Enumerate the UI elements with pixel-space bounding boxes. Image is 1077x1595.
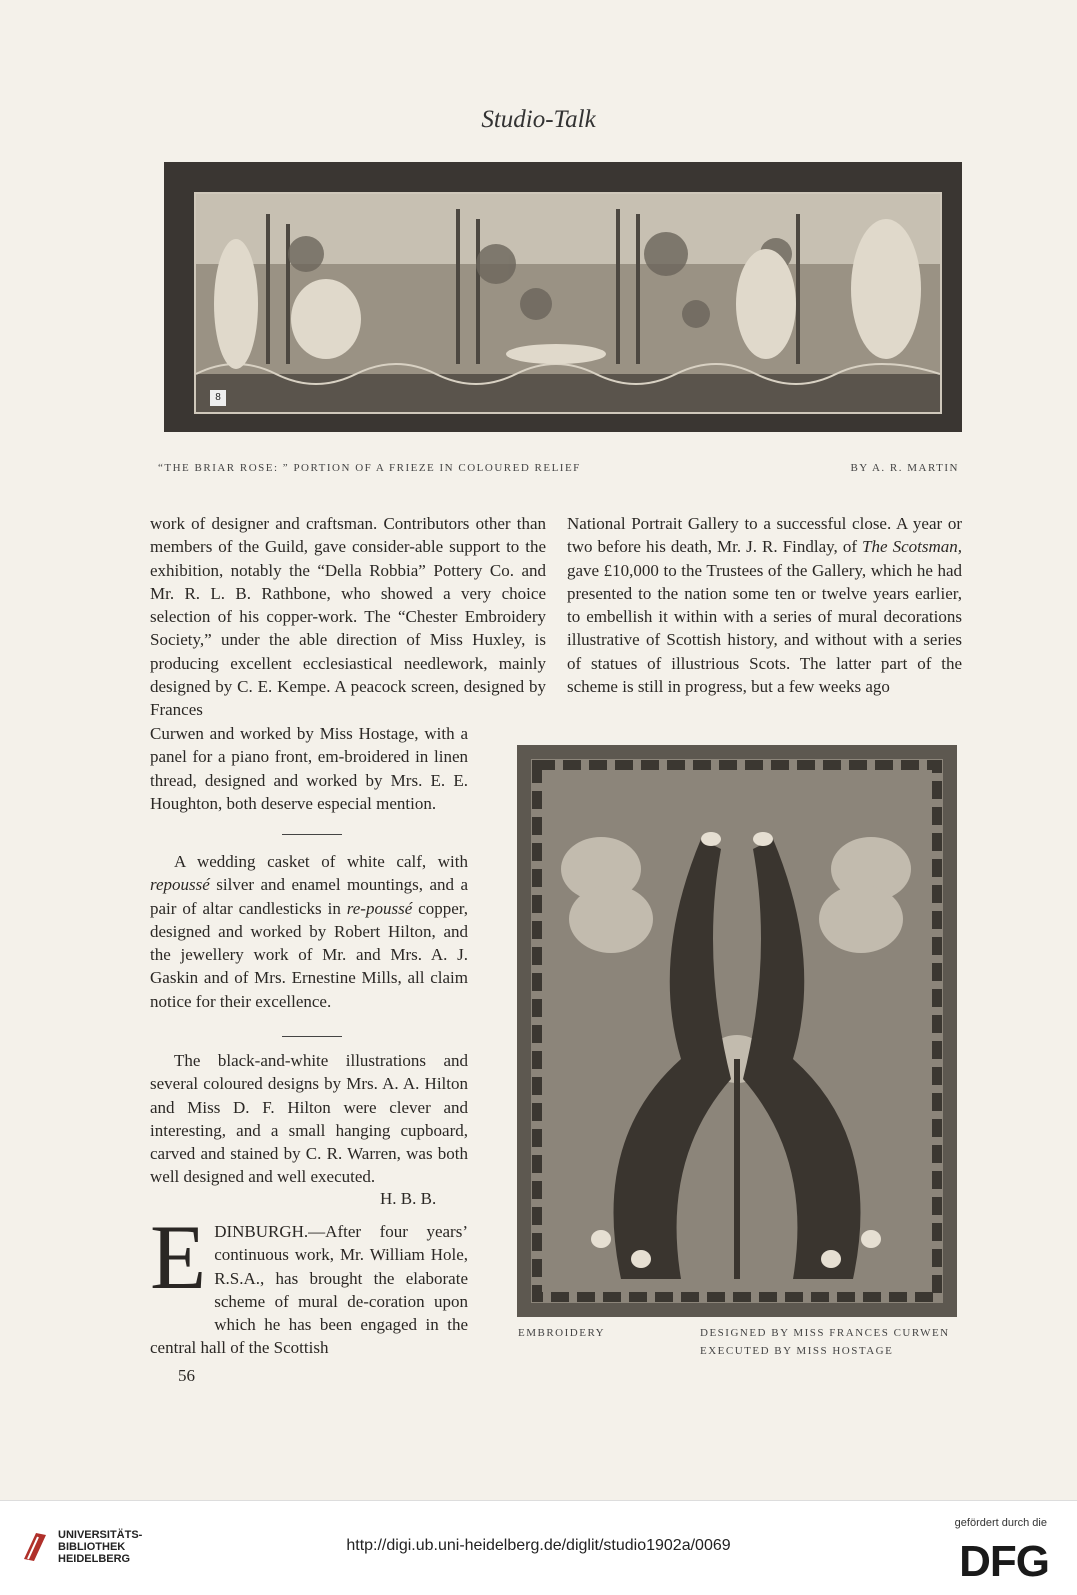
peacock-embroidery-image <box>531 759 943 1303</box>
frieze-caption: “THE BRIAR ROSE: ” PORTION OF A FRIEZE IN COLOURED RELIEF <box>158 462 581 474</box>
embroidery-caption-label: EMBROIDERY <box>518 1327 606 1339</box>
signature: H. B. B. <box>380 1189 437 1208</box>
drop-cap: E <box>150 1206 207 1308</box>
embroidery-caption-designer: DESIGNED BY MISS FRANCES CURWEN <box>700 1327 950 1339</box>
funding-note: gefördert durch die <box>954 1517 1047 1529</box>
left-column-narrow-text <box>150 722 468 815</box>
paragraph: work of designer and craftsman. Contributors other than members of the Guild, gave consider-able support to the exhibition, notably the “Della Robbia” Pottery Co. and Mr. R. L. B. Rathbone, who showed a very choice selection of his copper-work. The “Chester Embroidery Society,” under the able direction of Miss Huxley, is producing excellent ecclesiastical needlework, mainly designed by C. E. Kempe. A peacock screen, designed by Frances <box>150 514 546 720</box>
dfg-logo: DFG <box>959 1537 1049 1586</box>
page-number: 56 <box>178 1366 195 1385</box>
digitization-footer <box>0 1500 1077 1595</box>
paragraph: Curwen and worked by Miss Hostage, with a panel for a piano front, em-broidered in linen thread, designed and worked by Mrs. E. E. Houghton, both deserve especial mention. <box>150 724 468 813</box>
paragraph-wedding-casket: A wedding casket of white calf, with repoussé silver and enamel mountings, and a pair of altar candlesticks in re-poussé copper, designed and worked by Robert Hilton, and the jewellery work of Mr. and Mrs. A. J. Gaskin and of Mrs. Ernestine Mills, all claim notice for their excellence. <box>150 852 468 1011</box>
frieze-artwork <box>196 194 940 412</box>
section-rule <box>282 1036 342 1037</box>
running-head: Studio-Talk <box>481 106 596 133</box>
embroidery-caption-executor: EXECUTED BY MISS HOSTAGE <box>700 1345 894 1357</box>
edinburgh-paragraph: EDINBURGH.—After four years’ continuous work, Mr. William Hole, R.S.A., has brought the elaborate scheme of mural de-coration upon which he has been engaged in the central hall of the Scottish <box>150 1206 468 1358</box>
embroidery-illustration <box>517 745 957 1317</box>
source-url-link[interactable]: http://digi.ub.uni-heidelberg.de/diglit/studio1902a/0069 <box>346 1537 731 1554</box>
library-name: UNIVERSITÄTS- BIBLIOTHEK HEIDELBERG <box>58 1529 143 1565</box>
section-rule <box>282 834 342 835</box>
left-column-top-text <box>150 512 546 722</box>
paragraph-illustrations: The black-and-white illustrations and several coloured designs by Mrs. A. A. Hilton and Miss D. F. Hilton were clever and interesting, and a small hanging cupboard, carved and stained by C. R. Warren, was both well designed and well executed. <box>150 1051 468 1187</box>
peacock-artwork <box>531 759 943 1303</box>
frieze-illustration <box>164 162 962 432</box>
plate-badge: 8 <box>210 390 226 406</box>
frieze-relief-image <box>194 192 942 414</box>
right-column-text: National Portrait Gallery to a successful close. A year or two before his death, Mr. J. R. Findlay, of The Scotsman, gave £10,000 to the Trustees of the Gallery, which he had presented to the nation some ten or twelve years earlier, to embellish it within with a series of mural decorations illustrative of Scottish history, and without with a series of statues of illustrious Scots. The latter part of the scheme is still in progress, but a few weeks ago <box>567 514 962 697</box>
frieze-credit: BY A. R. MARTIN <box>850 462 959 474</box>
